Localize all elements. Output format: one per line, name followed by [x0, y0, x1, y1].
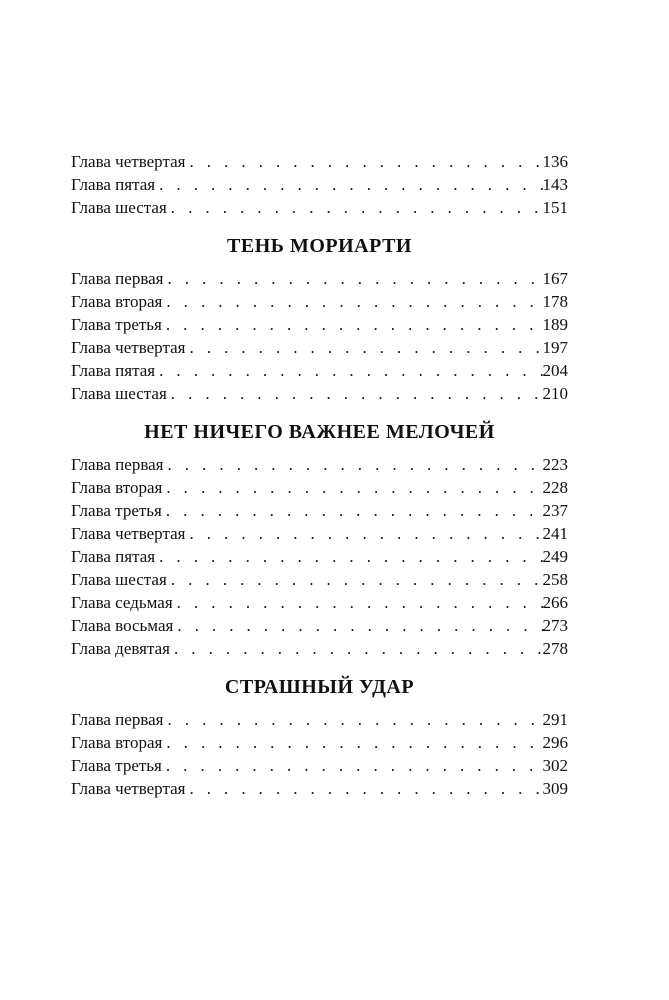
chapter-title: Глава четвертая	[71, 152, 186, 171]
toc-entry	[71, 522, 568, 545]
dot-leader	[174, 637, 545, 660]
toc-entry	[71, 453, 568, 476]
chapter-title: Глава третья	[71, 501, 162, 520]
dot-leader	[166, 313, 545, 336]
page-number: 296	[542, 733, 568, 752]
chapter-title: Глава пятая	[71, 547, 156, 566]
toc-entry	[71, 777, 568, 800]
toc-entry	[71, 708, 568, 731]
toc-entry	[71, 313, 568, 336]
page-number: 178	[542, 292, 568, 311]
page-number: 241	[542, 524, 568, 543]
page-number: 136	[542, 152, 568, 171]
dot-leader	[159, 359, 544, 382]
dot-leader	[166, 754, 545, 777]
dot-leader	[189, 522, 544, 545]
toc-section	[71, 231, 568, 405]
page-number: 143	[542, 175, 568, 194]
chapter-title: Глава четвертая	[71, 779, 186, 798]
chapter-title: Глава седьмая	[71, 593, 173, 612]
dot-leader	[177, 591, 545, 614]
dot-leader	[168, 267, 545, 290]
page-number: 223	[542, 455, 568, 474]
toc-entry	[71, 150, 568, 173]
dot-leader	[189, 336, 544, 359]
page-number: 151	[542, 198, 568, 217]
toc-entry	[71, 731, 568, 754]
toc-entry	[71, 476, 568, 499]
page-number: 273	[542, 616, 568, 635]
page-number: 291	[542, 710, 568, 729]
toc-entry	[71, 545, 568, 568]
dot-leader	[168, 708, 545, 731]
dot-leader	[159, 545, 544, 568]
page-number: 210	[542, 384, 568, 403]
page-number: 228	[542, 478, 568, 497]
chapter-title: Глава шестая	[71, 198, 167, 217]
table-of-contents	[71, 150, 568, 800]
chapter-title: Глава третья	[71, 756, 162, 775]
toc-entry	[71, 499, 568, 522]
page-number: 302	[542, 756, 568, 775]
dot-leader	[166, 290, 544, 313]
chapter-title: Глава вторая	[71, 292, 163, 311]
page-number: 167	[542, 269, 568, 288]
chapter-title: Глава первая	[71, 455, 164, 474]
chapter-title: Глава шестая	[71, 570, 167, 589]
toc-entry	[71, 336, 568, 359]
dot-leader	[168, 453, 545, 476]
page-number: 258	[542, 570, 568, 589]
dot-leader	[189, 150, 544, 173]
dot-leader	[166, 499, 545, 522]
dot-leader	[171, 196, 545, 219]
chapter-title: Глава шестая	[71, 384, 167, 403]
toc-entry	[71, 637, 568, 660]
page-number: 197	[542, 338, 568, 357]
toc-entry	[71, 591, 568, 614]
chapter-title: Глава вторая	[71, 733, 163, 752]
dot-leader	[171, 568, 545, 591]
page-number: 309	[542, 779, 568, 798]
toc-entry	[71, 173, 568, 196]
page-number: 278	[542, 639, 568, 658]
chapter-title: Глава пятая	[71, 361, 156, 380]
toc-entry	[71, 614, 568, 637]
dot-leader	[166, 476, 544, 499]
page-number: 237	[542, 501, 568, 520]
toc-entry	[71, 568, 568, 591]
dot-leader	[159, 173, 544, 196]
page-number: 189	[542, 315, 568, 334]
section-heading: СТРАШНЫЙ УДАР	[224, 676, 415, 698]
chapter-title: Глава первая	[71, 710, 164, 729]
toc-entry	[71, 382, 568, 405]
toc-entry	[71, 267, 568, 290]
page-number: 266	[542, 593, 568, 612]
page-number: 204	[542, 361, 568, 380]
dot-leader	[166, 731, 544, 754]
toc-section	[71, 150, 568, 219]
chapter-title: Глава восьмая	[71, 616, 174, 635]
toc-section	[71, 417, 568, 660]
dot-leader	[189, 777, 544, 800]
chapter-title: Глава пятая	[71, 175, 156, 194]
toc-entry	[71, 290, 568, 313]
page-number: 249	[542, 547, 568, 566]
toc-entry	[71, 196, 568, 219]
section-heading: ТЕНЬ МОРИАРТИ	[227, 235, 412, 257]
chapter-title: Глава вторая	[71, 478, 163, 497]
section-heading: НЕТ НИЧЕГО ВАЖНЕЕ МЕЛОЧЕЙ	[144, 421, 495, 443]
dot-leader	[177, 614, 544, 637]
toc-entry	[71, 754, 568, 777]
chapter-title: Глава четвертая	[71, 524, 186, 543]
chapter-title: Глава третья	[71, 315, 162, 334]
chapter-title: Глава девятая	[71, 639, 170, 658]
chapter-title: Глава первая	[71, 269, 164, 288]
chapter-title: Глава четвертая	[71, 338, 186, 357]
dot-leader	[171, 382, 545, 405]
toc-entry	[71, 359, 568, 382]
toc-section	[71, 672, 568, 800]
